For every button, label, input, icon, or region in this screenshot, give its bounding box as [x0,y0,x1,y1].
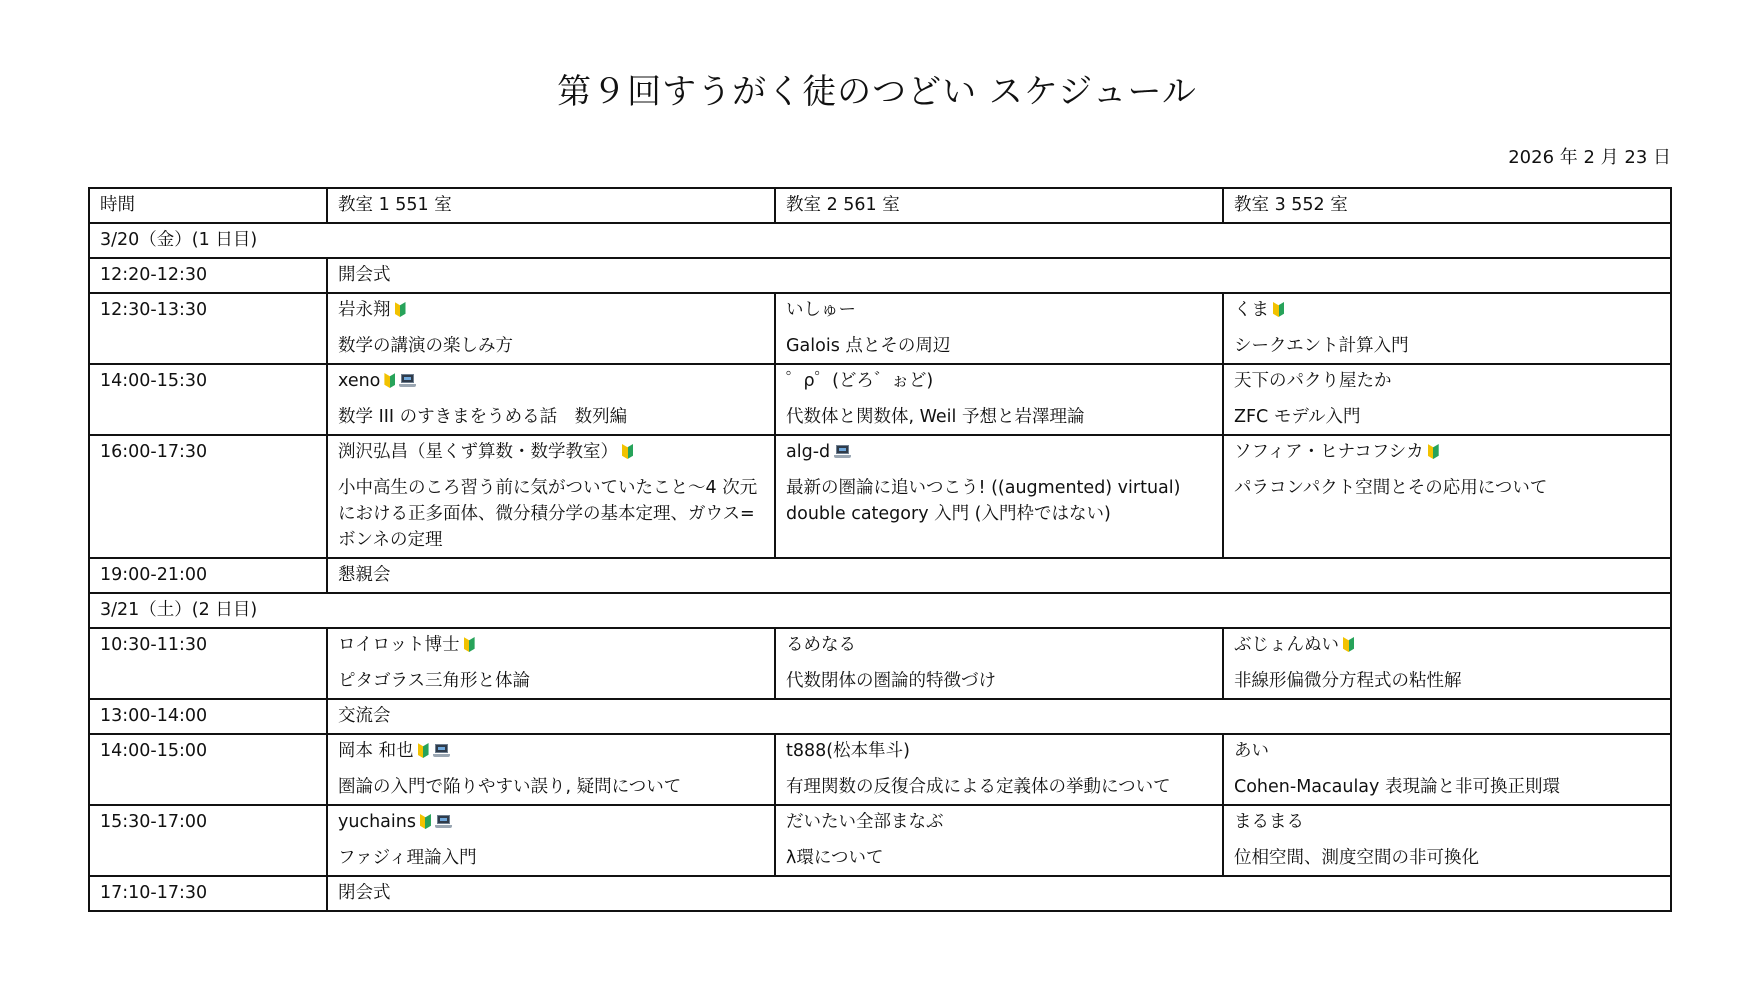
speaker-name: ぶじょんぬい [1234,635,1339,655]
talk-title: 小中高生のころ習う前に気がついていたこと～4 次元における正多面体、微分積分学の基本定理、ガウス=ボンネの定理 [338,478,758,550]
time-cell: 12:30-13:30 [89,293,327,364]
talk-title: Galois 点とその周辺 [786,336,951,356]
time-cell: 16:00-17:30 [89,435,327,558]
speaker-line [338,440,764,465]
schedule-row [89,258,1671,293]
speaker-line [786,739,1212,764]
laptop-icon [834,445,851,459]
speaker-line [786,810,1212,835]
speaker-name: xeno [338,371,381,391]
speaker-name: だいたい全部まなぶ [786,812,944,832]
beginner-mark-icon [420,814,431,829]
speaker-name: ロイロット博士 [338,635,460,655]
talk-cell [327,628,775,699]
talk-cell [327,364,775,435]
time-cell: 14:00-15:00 [89,734,327,805]
speaker-name: るめなる [786,635,856,655]
talk-title: 位相空間、測度空間の非可換化 [1234,848,1479,868]
time-cell: 19:00-21:00 [89,558,327,593]
beginner-mark-icon [418,743,429,758]
day-label: 3/21（土）(2 日目) [89,593,1671,628]
event-cell: 閉会式 [327,876,1671,911]
talk-cell [327,293,775,364]
document-date: 2026 年 2 月 23 日 [1508,147,1671,168]
schedule-row [89,435,1671,558]
time-cell: 13:00-14:00 [89,699,327,734]
speaker-name: ゜ρ゜(どろ゛ぉど) [786,371,934,391]
talk-cell [775,364,1223,435]
event-cell: 開会式 [327,258,1671,293]
talk-title: ファジィ理論入門 [338,848,477,868]
talk-title: 圏論の入門で陥りやすい誤り, 疑問について [338,777,682,797]
time-cell: 12:20-12:30 [89,258,327,293]
speaker-line [338,369,764,394]
header-row [89,188,1671,223]
speaker-name: 岩永翔 [338,300,391,320]
beginner-mark-icon [1428,444,1439,459]
speaker-line [786,440,1212,465]
talk-cell [775,805,1223,876]
event-cell: 交流会 [327,699,1671,734]
speaker-line [786,369,1212,394]
talk-cell [1223,734,1671,805]
talk-title: シークエント計算入門 [1234,336,1409,356]
talk-cell [775,734,1223,805]
speaker-name: くま [1234,300,1269,320]
time-cell: 17:10-17:30 [89,876,327,911]
speaker-line [786,633,1212,658]
time-cell: 15:30-17:00 [89,805,327,876]
talk-title: 数学の講演の楽しみ方 [338,336,513,356]
day-label: 3/20（金）(1 日目) [89,223,1671,258]
speaker-name: 渕沢弘昌（星くず算数・数学教室） [338,442,618,462]
talk-title: ピタゴラス三角形と体論 [338,671,530,691]
speaker-line [338,633,764,658]
beginner-mark-icon [1343,637,1354,652]
laptop-icon [399,374,416,388]
speaker-name: alg-d [786,442,831,462]
talk-cell [775,628,1223,699]
schedule-row [89,805,1671,876]
header-time: 時間 [89,188,327,223]
talk-cell [327,734,775,805]
schedule-row [89,628,1671,699]
beginner-mark-icon [395,302,406,317]
speaker-line [1234,298,1660,323]
talk-cell [1223,628,1671,699]
speaker-line [1234,739,1660,764]
talk-title: パラコンパクト空間とその応用について [1234,478,1548,498]
speaker-name: いしゅー [786,300,856,320]
speaker-name: t888(松本隼斗) [786,741,910,761]
laptop-icon [433,744,450,758]
talk-title: ZFC モデル入門 [1234,407,1361,427]
speaker-name: 天下のパクり屋たか [1234,371,1392,391]
talk-title: Cohen-Macaulay 表現論と非可換正則環 [1234,777,1560,797]
speaker-line [1234,810,1660,835]
talk-cell [1223,293,1671,364]
schedule-row [89,876,1671,911]
schedule-row [89,699,1671,734]
speaker-name: yuchains [338,812,416,832]
header-room-2: 教室 2 561 室 [775,188,1223,223]
day-row [89,593,1671,628]
speaker-line [786,298,1212,323]
talk-cell [775,293,1223,364]
talk-title: 代数体と関数体, Weil 予想と岩澤理論 [786,407,1085,427]
schedule-row [89,734,1671,805]
talk-cell [1223,805,1671,876]
speaker-name: まるまる [1234,812,1304,832]
speaker-name: あい [1234,741,1269,761]
schedule-row [89,293,1671,364]
schedule-table [88,187,1672,912]
talk-title: 非線形偏微分方程式の粘性解 [1234,671,1462,691]
page-title: 第９回すうがく徒のつどい スケジュール [557,72,1197,112]
talk-title: 数学 III のすきまをうめる話 数列編 [338,407,628,427]
speaker-name: 岡本 和也 [338,741,414,761]
beginner-mark-icon [622,444,633,459]
header-room-3: 教室 3 552 室 [1223,188,1671,223]
schedule-row [89,364,1671,435]
talk-cell [775,435,1223,558]
time-cell: 10:30-11:30 [89,628,327,699]
talk-title: 有理関数の反復合成による定義体の挙動について [786,777,1171,797]
speaker-line [1234,440,1660,465]
speaker-line [338,739,764,764]
laptop-icon [435,815,452,829]
event-cell: 懇親会 [327,558,1671,593]
time-cell: 14:00-15:30 [89,364,327,435]
talk-cell [327,805,775,876]
beginner-mark-icon [384,373,395,388]
header-room-1: 教室 1 551 室 [327,188,775,223]
beginner-mark-icon [1273,302,1284,317]
talk-cell [1223,364,1671,435]
schedule-body [89,223,1671,911]
talk-cell [327,435,775,558]
talk-title: λ環について [786,848,884,868]
day-row [89,223,1671,258]
speaker-name: ソフィア・ヒナコフシカ [1234,442,1424,462]
talk-cell [1223,435,1671,558]
speaker-line [1234,369,1660,394]
talk-title: 最新の圏論に追いつこう! ((augmented) virtual) double category 入門 (入門枠ではない) [786,478,1181,524]
talk-title: 代数閉体の圏論的特徴づけ [786,671,996,691]
schedule-row [89,558,1671,593]
speaker-line [338,810,764,835]
beginner-mark-icon [464,637,475,652]
speaker-line [1234,633,1660,658]
speaker-line [338,298,764,323]
